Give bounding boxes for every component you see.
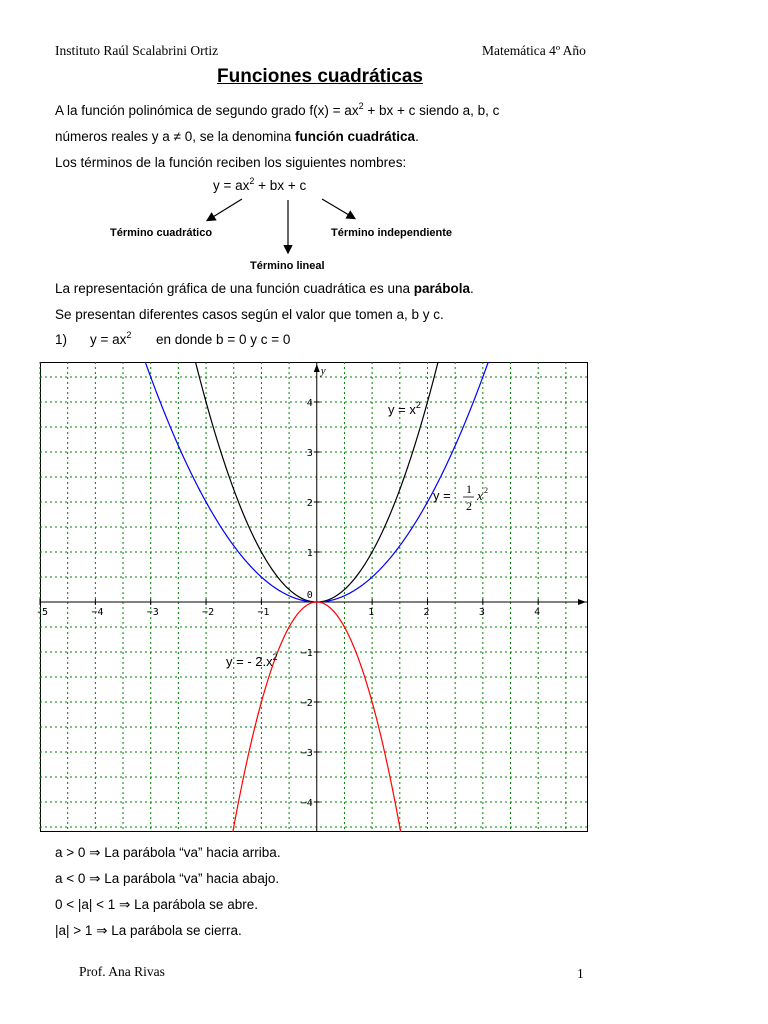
paragraph-line-2: Se presentan diferentes casos según el valor que tomen a, b y c. xyxy=(55,307,444,322)
paragraph-line-1-b: . xyxy=(470,281,474,296)
rule-abs-a-lt-1: 0 < |a| < 1 ⇒ La parábola se abre. xyxy=(55,897,258,912)
footer-page-number: 1 xyxy=(577,966,584,981)
term-quadratic-label: Término cuadrático xyxy=(110,227,213,239)
case-formula-pre: y = ax xyxy=(90,332,127,347)
page-title: Funciones cuadráticas xyxy=(217,66,423,87)
y-tick-label: −2 xyxy=(300,698,313,709)
intro-line-2-a: números reales y a ≠ 0, se la denomina xyxy=(55,129,296,144)
x-tick-label: 3 xyxy=(478,607,485,618)
arrow-quadratic xyxy=(208,199,242,220)
paragraph-line-1 xyxy=(55,280,474,298)
label-blue-pre: y = xyxy=(433,488,451,503)
y-tick-label: −1 xyxy=(300,648,313,659)
label-blue-exp: 2 xyxy=(484,486,488,495)
label-blue-den: 2 xyxy=(466,499,472,513)
x-tick-label: −1 xyxy=(257,607,270,618)
paragraph-line-1-bold: parábola xyxy=(413,281,471,296)
case-formula-exp: 2 xyxy=(126,330,132,340)
case-formula xyxy=(90,331,131,349)
x-tick-label: −2 xyxy=(202,607,215,618)
rule-a-negative: a < 0 ⇒ La parábola “va” hacia abajo. xyxy=(55,871,280,886)
intro-line-1-a: A la función polinómica de segundo grado f(x) = ax xyxy=(55,103,359,118)
y-tick-label: 1 xyxy=(306,548,313,559)
origin-label: 0 xyxy=(306,590,313,601)
x-tick-label: 4 xyxy=(534,607,541,618)
x-tick-label: −3 xyxy=(146,607,159,618)
formula-pre: y = ax xyxy=(213,178,250,193)
term-linear-label: Término lineal xyxy=(250,260,325,272)
paragraph-line-1-a: La representación gráfica de una función cuadrática es una xyxy=(55,281,414,296)
intro-line-2-b: . xyxy=(415,129,419,144)
label-blue-var: x xyxy=(477,488,483,503)
x-tick-label: −4 xyxy=(91,607,104,618)
y-tick-label: 4 xyxy=(306,398,313,409)
x-tick-label: 2 xyxy=(423,607,430,618)
formula-post: + bx + c xyxy=(254,178,307,193)
term-independent-label: Término independiente xyxy=(331,227,453,239)
arrow-independent xyxy=(322,199,354,218)
formula-exp: 2 xyxy=(249,176,255,186)
y-axis-label: y xyxy=(320,365,326,377)
case-number: 1) xyxy=(55,332,68,347)
footer-author: Prof. Ana Rivas xyxy=(79,964,165,979)
header-course: Matemática 4º Año xyxy=(482,43,586,58)
intro-line-3: Los términos de la función reciben los siguientes nombres: xyxy=(55,155,407,170)
x-tick-label: -5 xyxy=(36,607,49,618)
rule-abs-a-gt-1: |a| > 1 ⇒ La parábola se cierra. xyxy=(55,923,242,938)
y-tick-label: −4 xyxy=(300,798,313,809)
label-y-neg2x2: y = - $2.x^2$ xyxy=(226,652,278,669)
y-tick-label: −3 xyxy=(300,748,313,759)
case-condition: en donde b = 0 y c = 0 xyxy=(156,332,291,347)
label-y-x2: $y = x^2$ xyxy=(388,400,421,417)
parabola-graph xyxy=(36,362,588,832)
label-blue-num: 1 xyxy=(466,482,472,496)
intro-line-1-b: + bx + c siendo a, b, c xyxy=(363,103,500,118)
y-tick-label: 2 xyxy=(306,498,313,509)
x-tick-label: 1 xyxy=(368,607,375,618)
term-arrows xyxy=(0,0,768,290)
header-institution: Instituto Raúl Scalabrini Ortiz xyxy=(55,43,219,58)
intro-line-1-exp: 2 xyxy=(358,101,364,111)
y-tick-label: 3 xyxy=(306,448,313,459)
intro-line-2-bold: función cuadrática xyxy=(295,129,416,144)
rule-a-positive: a > 0 ⇒ La parábola “va” hacia arriba. xyxy=(55,845,281,860)
